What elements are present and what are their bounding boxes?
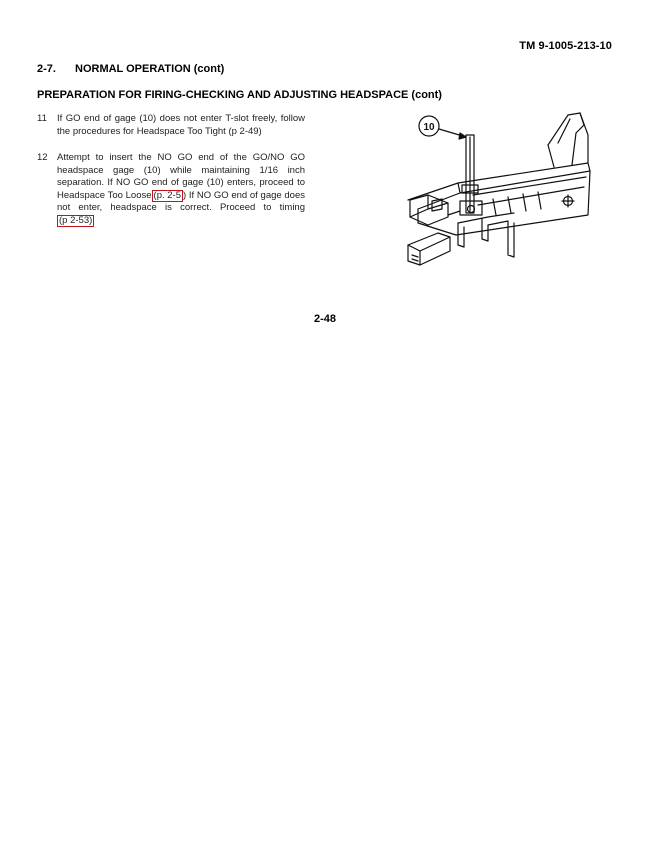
section-number: 2-7. [37, 63, 56, 75]
headspace-too-loose-link[interactable]: (p. 2-5 [153, 189, 181, 201]
headspace-gage-illustration [398, 105, 603, 275]
section-heading [37, 63, 224, 75]
step-number: 12 [37, 152, 48, 163]
step-text-part: Attempt to insert the NO GO end of the GO/NO GO headspace gage (10) while maintaining 1/16 inch separation. If NO GO end of gage (10) enters, proceed to Headspace Too Loose [57, 152, 305, 201]
callout-number: 10 [423, 122, 435, 133]
procedure-steps [37, 113, 305, 241]
step-text: If GO end of gage (10) does not enter T-slot freely, follow the procedures for Headspace Too Tight (p 2-49) [57, 113, 305, 137]
section-title: NORMAL OPERATION (cont) [75, 63, 225, 75]
step-number: 11 [37, 113, 47, 124]
step-11 [37, 113, 305, 138]
procedure-subheading: PREPARATION FOR FIRING-CHECKING AND ADJUSTING HEADSPACE (cont) [37, 89, 442, 101]
step-12 [37, 152, 305, 227]
step-text-part: ) If NO GO end of gage does not enter, headspace is correct. Proceed to timing [57, 189, 305, 213]
timing-link[interactable]: (p 2-53) [59, 214, 93, 226]
tm-number: TM 9-1005-213-10 [519, 40, 612, 52]
step-text [57, 152, 305, 227]
page-number: 2-48 [313, 313, 337, 325]
